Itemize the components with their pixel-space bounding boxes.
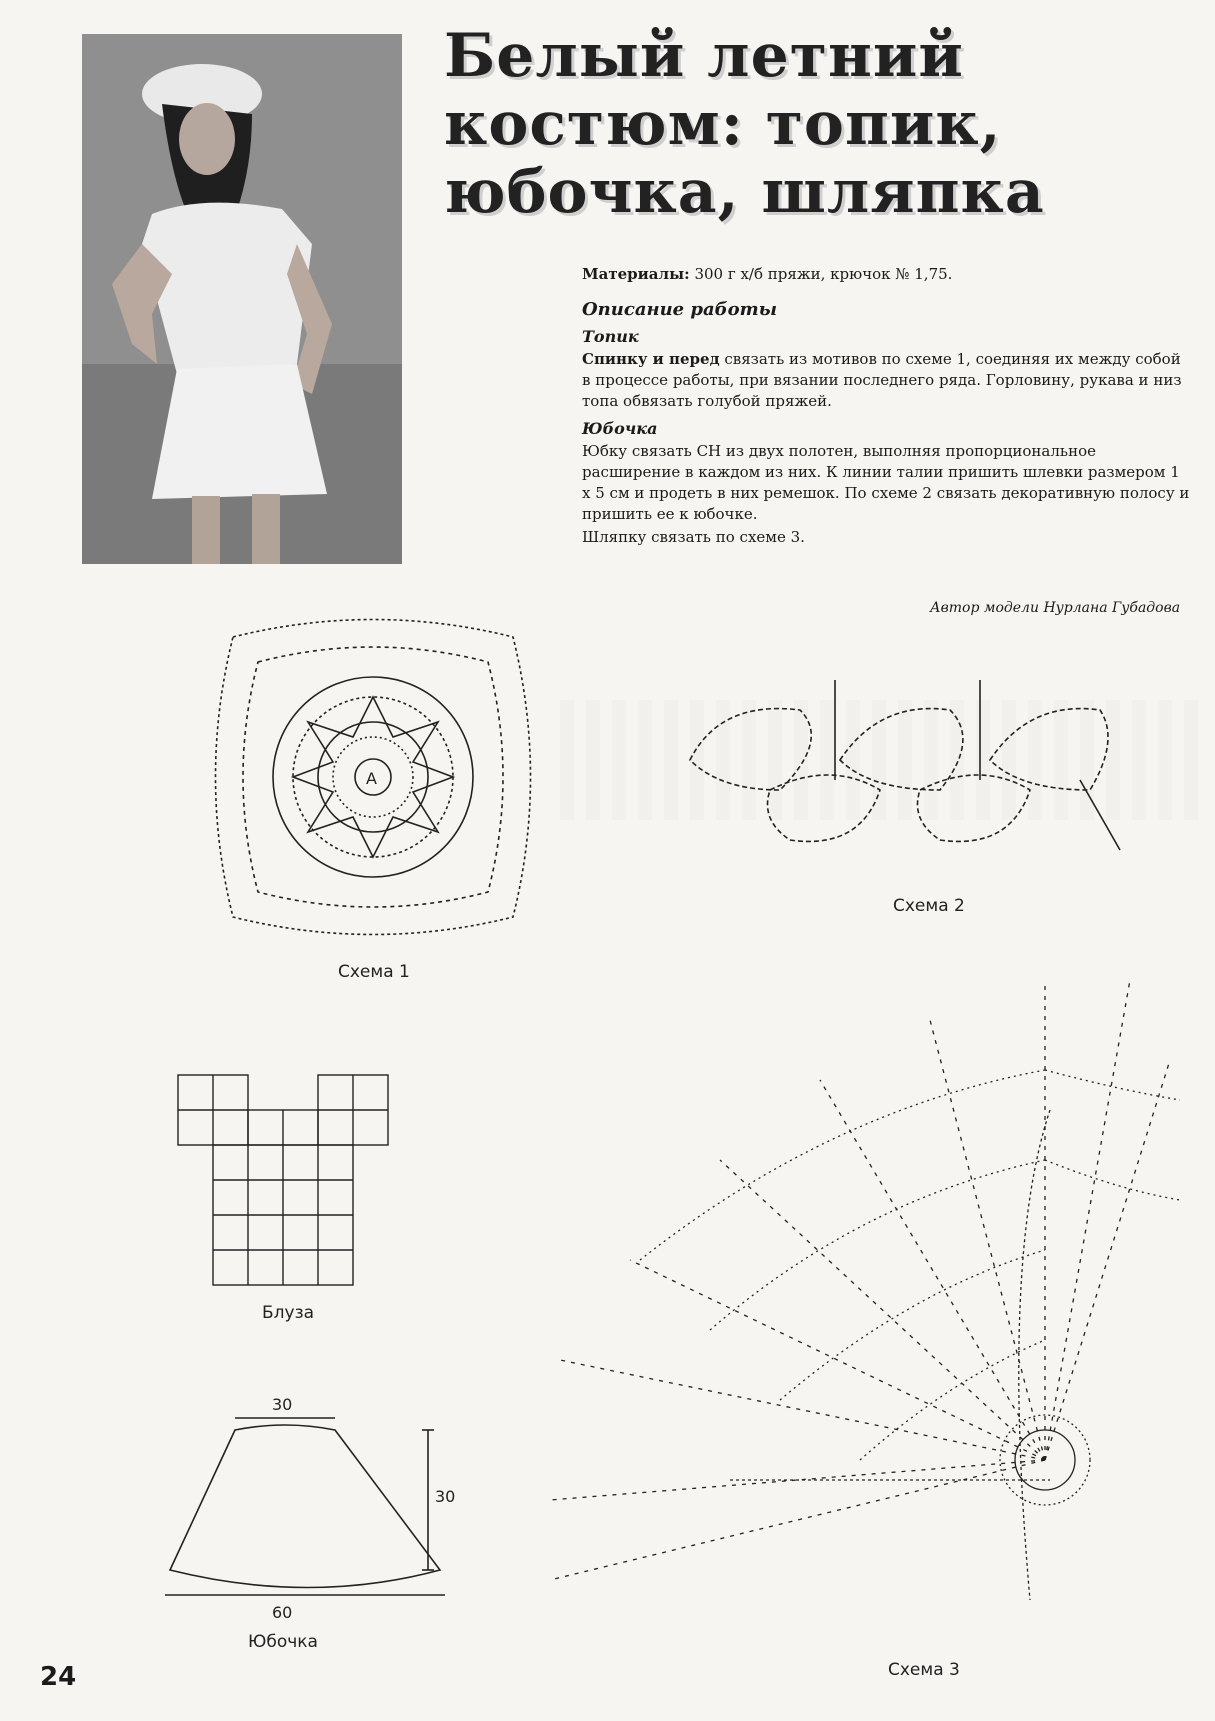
title-line-3: юбочка, шляпка bbox=[444, 157, 1045, 227]
scheme-1-caption: Схема 1 bbox=[338, 962, 410, 982]
scheme-3-diagram bbox=[530, 960, 1200, 1620]
materials-text: 300 г х/б пряжи, крючок № 1,75. bbox=[694, 265, 953, 283]
materials-line bbox=[582, 264, 1192, 285]
title-line-1: Белый летний bbox=[444, 21, 964, 91]
skirt-paragraph: Юбку связать СН из двух полотен, выполняя пропорциональное расширение в каждом из них. К линии талии пришить шлевки размером 1 х 5 см и продеть в них ремешок. По схеме 2 связать декоративную полосу и пришить ее к юбочке. bbox=[582, 442, 1190, 523]
scheme-1-center-label: A bbox=[366, 769, 377, 788]
topik-lead: Спинку и перед bbox=[582, 350, 720, 368]
materials-label: Материалы: bbox=[582, 265, 690, 283]
topik-heading: Топик bbox=[582, 327, 639, 346]
page-title bbox=[444, 22, 1204, 226]
topik-text: связать из мотивов по схеме 1, соединяя их между собой в процессе работы, при вязании последнего ряда. Горловину, рукава и низ топа обвязать голубой пряжей. bbox=[582, 350, 1182, 410]
hat-paragraph: Шляпку связать по схеме 3. bbox=[582, 528, 805, 546]
scheme-2-caption: Схема 2 bbox=[893, 896, 965, 916]
scheme-2-diagram bbox=[680, 680, 1120, 860]
skirt-top-dimension: 30 bbox=[272, 1395, 293, 1414]
section-heading: Описание работы bbox=[582, 299, 778, 320]
topik-paragraph bbox=[582, 349, 1192, 412]
scheme-3-caption: Схема 3 bbox=[888, 1660, 960, 1680]
model-photo-illustration bbox=[82, 34, 402, 564]
title-line-2: костюм: топик, bbox=[444, 89, 1002, 159]
page-number: 24 bbox=[40, 1662, 77, 1692]
scheme-1-diagram bbox=[208, 612, 538, 942]
skirt-caption: Юбочка bbox=[248, 1632, 318, 1652]
blouse-grid-diagram bbox=[178, 1075, 398, 1295]
author-credit: Автор модели Нурлана Губадова bbox=[930, 600, 1181, 616]
model-photo bbox=[82, 34, 402, 564]
skirt-heading: Юбочка bbox=[582, 419, 658, 438]
skirt-pattern-diagram bbox=[160, 1390, 456, 1622]
skirt-bottom-dimension: 60 bbox=[272, 1603, 293, 1622]
instructions-block bbox=[582, 264, 1192, 548]
blouse-caption: Блуза bbox=[262, 1303, 315, 1323]
skirt-height-dimension: 30 bbox=[435, 1487, 456, 1506]
